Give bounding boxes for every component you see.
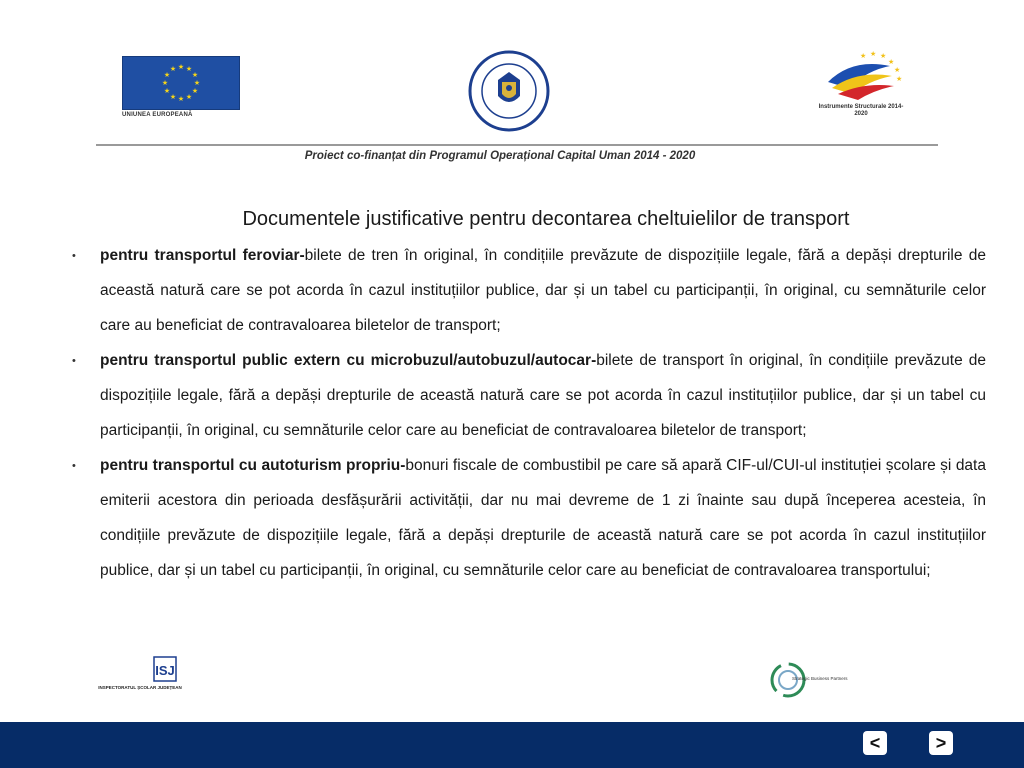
bullet-dot-icon: • (72, 250, 76, 262)
next-slide-button[interactable]: > (929, 731, 953, 755)
svg-text:★: ★ (169, 94, 177, 101)
svg-text:★: ★ (161, 80, 169, 87)
svg-text:★: ★ (177, 96, 185, 103)
bullet-body: bilete de transport în original, în condițiile prevăzute de dispozițiile legale, fără a depăși drepturile de această natură care se pot acorda în cazul instituțiilor publice, dar și un tabel cu participanții, în original, cu semnăturile celor care au beneficiat de contravaloarea biletelor de transport; (100, 352, 987, 439)
bullet-text (100, 448, 986, 588)
svg-text:★: ★ (193, 80, 201, 87)
bullet-list (72, 238, 986, 588)
page-title: Documentele justificative pentru decontarea cheltuielilor de transport (242, 208, 850, 230)
bullet-dot-icon: • (72, 355, 76, 367)
svg-text:★: ★ (191, 88, 199, 95)
svg-text:★: ★ (163, 72, 171, 79)
eu-logo (122, 56, 240, 122)
eu-logo-caption: UNIUNEA EUROPEANĂ (122, 112, 193, 118)
government-seal-logo (468, 50, 550, 132)
svg-text:★: ★ (163, 88, 171, 95)
sbp-caption: Strategic Business Partners (792, 676, 848, 681)
isj-logo-text: ISJ (155, 663, 175, 678)
svg-text:★: ★ (860, 53, 867, 60)
svg-text:★: ★ (177, 64, 185, 71)
structural-instruments-caption: Instrumente Structurale 2014-2020 (818, 104, 904, 117)
svg-text:★: ★ (191, 72, 199, 79)
bullet-heading: pentru transportul public extern cu microbuzul/autobuzul/autocar- (100, 352, 597, 369)
svg-text:★: ★ (888, 59, 895, 66)
bullet-dot-icon: • (72, 460, 76, 472)
eu-flag-icon (122, 56, 240, 110)
structural-instruments-logo (812, 48, 922, 126)
svg-text:★: ★ (896, 76, 903, 83)
bullet-item-public-extern (72, 343, 986, 448)
bullet-heading: pentru transportul cu autoturism propriu- (100, 457, 406, 474)
bullet-item-feroviar (72, 238, 986, 343)
bullet-text (100, 343, 986, 448)
sbp-logo (766, 658, 856, 702)
bullet-item-autoturism (72, 448, 986, 588)
isj-caption: INSPECTORATUL ȘCOLAR JUDEȚEAN (98, 685, 182, 690)
bullet-body: bonuri fiscale de combustibil pe care să apară CIF-ul/CUI-ul instituției școlare și data emiterii acestora din perioada desfășurării activității, dar nu mai devreme de 1 zi înainte sau după începerea acesteia, în condițiile prevăzute de dispozițiile legale, fără a depăși drepturile de această natură care se pot acorda în cazul instituțiilor publice, dar și un tabel cu participanții, în original, cu semnăturile celor care au beneficiat de contravaloarea transportului; (100, 457, 986, 579)
svg-text:★: ★ (185, 66, 193, 73)
project-cofinancing-text: Proiect co-finanțat din Programul Operațional Capital Uman 2014 - 2020 (304, 150, 696, 162)
svg-text:★: ★ (185, 94, 193, 101)
svg-text:★: ★ (880, 53, 887, 60)
bullet-body: bilete de tren în original, în condițiile prevăzute de dispozițiile legale, fără a depăși drepturile de această natură care se pot acorda în cazul instituțiilor publice, dar și un tabel cu participanții, în original, cu semnăturile celor care au beneficiat de contravaloarea biletelor de transport; (100, 247, 986, 334)
bullet-heading: pentru transportul feroviar- (100, 247, 305, 264)
bullet-text (100, 238, 986, 343)
svg-text:★: ★ (870, 51, 877, 58)
header-divider (96, 144, 938, 146)
isj-logo (92, 655, 188, 701)
svg-text:★: ★ (894, 67, 901, 74)
previous-slide-button[interactable]: < (863, 731, 887, 755)
svg-text:★: ★ (169, 66, 177, 73)
